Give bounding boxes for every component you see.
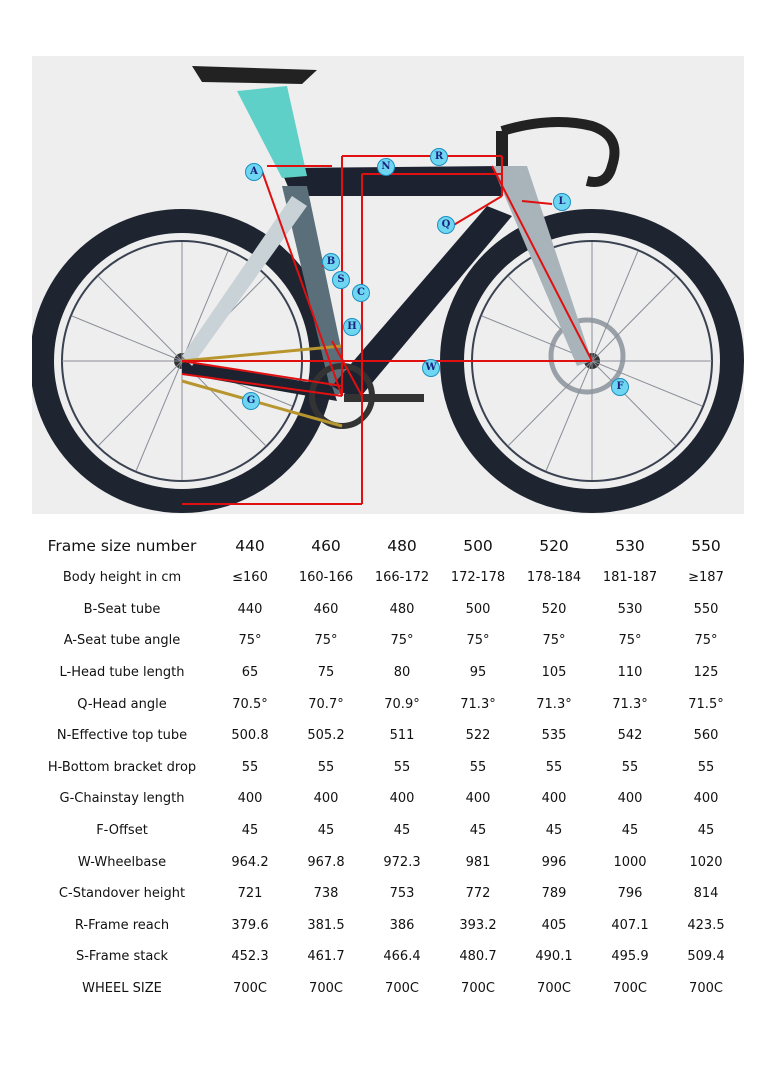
table-cell: 45 — [621, 823, 639, 839]
table-cell: 160-166 — [298, 570, 354, 586]
table-cell: 964.2 — [231, 854, 269, 870]
table-cell: 400 — [389, 791, 415, 807]
table-cell: 530 — [617, 601, 643, 617]
table-cell: 996 — [541, 854, 567, 870]
table-cell: 110 — [617, 665, 643, 681]
table-cell: 700C — [233, 981, 267, 997]
table-cell: 55 — [241, 759, 259, 775]
table-cell: 45 — [697, 823, 715, 839]
table-cell: 400 — [465, 791, 491, 807]
table-cell: 71.3° — [536, 696, 572, 712]
bike-geometry-image — [32, 56, 744, 514]
table-cell: ≤160 — [232, 570, 268, 586]
table-cell: 789 — [541, 886, 567, 902]
row-label: L-Head tube length — [59, 665, 185, 681]
table-row — [32, 720, 744, 752]
size-header: 440 — [235, 537, 265, 555]
table-cell: 55 — [545, 759, 563, 775]
table-row — [32, 783, 744, 815]
header-label: Frame size number — [47, 537, 197, 555]
label-s-icon: S — [332, 271, 350, 289]
table-cell: 400 — [541, 791, 567, 807]
label-f-icon: F — [611, 378, 629, 396]
table-cell: 393.2 — [459, 917, 497, 933]
table-cell: 440 — [237, 601, 263, 617]
row-label: Body height in cm — [62, 570, 182, 586]
table-cell: 700C — [385, 981, 419, 997]
table-cell: 796 — [617, 886, 643, 902]
table-cell: 981 — [465, 854, 491, 870]
table-cell: 466.4 — [383, 949, 421, 965]
table-cell: 505.2 — [307, 728, 345, 744]
table-cell: 700C — [613, 981, 647, 997]
table-cell: 721 — [237, 886, 263, 902]
table-cell: 522 — [465, 728, 491, 744]
table-cell: 386 — [389, 917, 415, 933]
table-cell: 75 — [317, 665, 335, 681]
table-cell: 500 — [465, 601, 491, 617]
table-cell: 75° — [390, 633, 414, 649]
table-cell: 381.5 — [307, 917, 345, 933]
table-cell: 75° — [238, 633, 262, 649]
table-cell: 181-187 — [602, 570, 658, 586]
table-cell: 452.3 — [231, 949, 269, 965]
table-cell: 461.7 — [307, 949, 345, 965]
table-cell: 125 — [693, 665, 719, 681]
table-cell: 772 — [465, 886, 491, 902]
size-header: 480 — [387, 537, 417, 555]
row-label: B-Seat tube — [83, 601, 161, 617]
size-header: 500 — [463, 537, 493, 555]
label-n-icon: N — [377, 158, 395, 176]
table-cell: 405 — [541, 917, 567, 933]
table-cell: 95 — [469, 665, 487, 681]
table-row — [32, 973, 744, 1005]
table-row — [32, 846, 744, 878]
size-header: 530 — [615, 537, 645, 555]
table-cell: 972.3 — [383, 854, 421, 870]
row-label: W-Wheelbase — [77, 854, 167, 870]
table-cell: 480 — [389, 601, 415, 617]
row-label: WHEEL SIZE — [82, 981, 162, 997]
size-header: 460 — [311, 537, 341, 555]
table-row — [32, 815, 744, 847]
table-cell: 400 — [313, 791, 339, 807]
table-cell: 70.7° — [308, 696, 344, 712]
table-cell: 560 — [693, 728, 719, 744]
label-c-icon: C — [352, 284, 370, 302]
label-a-icon: A — [245, 163, 263, 181]
table-cell: 400 — [237, 791, 263, 807]
table-row — [32, 625, 744, 657]
table-cell: 166-172 — [374, 570, 430, 586]
table-row — [32, 562, 744, 594]
table-cell: 55 — [621, 759, 639, 775]
size-header: 520 — [539, 537, 569, 555]
label-h-icon: H — [343, 318, 361, 336]
row-label: F-Offset — [96, 823, 148, 839]
table-cell: 75° — [618, 633, 642, 649]
table-cell: 178-184 — [526, 570, 582, 586]
row-label: N-Effective top tube — [56, 728, 188, 744]
table-cell: 1020 — [689, 854, 723, 870]
table-cell: 55 — [317, 759, 335, 775]
table-cell: 542 — [617, 728, 643, 744]
row-label: R-Frame reach — [74, 917, 170, 933]
table-cell: 550 — [693, 601, 719, 617]
table-cell: 423.5 — [687, 917, 725, 933]
label-b-icon: B — [322, 253, 340, 271]
table-cell: 75° — [542, 633, 566, 649]
table-cell: 480.7 — [459, 949, 497, 965]
table-cell: 490.1 — [535, 949, 573, 965]
table-cell: 71.5° — [688, 696, 724, 712]
table-row — [32, 910, 744, 942]
table-cell: 738 — [313, 886, 339, 902]
table-cell: 400 — [693, 791, 719, 807]
table-cell: 1000 — [613, 854, 647, 870]
table-cell: 400 — [617, 791, 643, 807]
table-cell: 55 — [469, 759, 487, 775]
table-cell: 511 — [389, 728, 415, 744]
geometry-table — [32, 530, 744, 1004]
table-cell: 700C — [309, 981, 343, 997]
table-cell: 509.4 — [687, 949, 725, 965]
table-cell: 700C — [689, 981, 723, 997]
table-cell: 495.9 — [611, 949, 649, 965]
table-cell: 535 — [541, 728, 567, 744]
table-row — [32, 878, 744, 910]
row-label: G-Chainstay length — [59, 791, 185, 807]
table-cell: 753 — [389, 886, 415, 902]
label-q-icon: Q — [437, 216, 455, 234]
table-cell: 172-178 — [450, 570, 506, 586]
size-header: 550 — [691, 537, 721, 555]
table-header-row — [32, 530, 744, 562]
table-cell: 75° — [694, 633, 718, 649]
table-cell: 45 — [545, 823, 563, 839]
table-cell: 55 — [393, 759, 411, 775]
label-w-icon: W — [422, 359, 440, 377]
table-cell: 65 — [241, 665, 259, 681]
table-cell: 80 — [393, 665, 411, 681]
row-label: C-Standover height — [58, 886, 186, 902]
row-label: H-Bottom bracket drop — [47, 759, 197, 775]
table-row — [32, 657, 744, 689]
table-cell: 45 — [393, 823, 411, 839]
table-cell: 105 — [541, 665, 567, 681]
row-label: A-Seat tube angle — [63, 633, 181, 649]
table-cell: 700C — [537, 981, 571, 997]
table-cell: ≥187 — [688, 570, 724, 586]
table-row — [32, 941, 744, 973]
label-r-icon: R — [430, 148, 448, 166]
table-cell: 45 — [469, 823, 487, 839]
table-cell: 70.9° — [384, 696, 420, 712]
table-cell: 75° — [466, 633, 490, 649]
table-cell: 45 — [317, 823, 335, 839]
table-cell: 500.8 — [231, 728, 269, 744]
table-cell: 45 — [241, 823, 259, 839]
table-cell: 70.5° — [232, 696, 268, 712]
table-cell: 71.3° — [460, 696, 496, 712]
table-cell: 460 — [313, 601, 339, 617]
row-label: Q-Head angle — [77, 696, 167, 712]
bike-illustration — [32, 56, 744, 514]
row-label: S-Frame stack — [75, 949, 169, 965]
table-row — [32, 688, 744, 720]
table-cell: 814 — [693, 886, 719, 902]
table-row — [32, 594, 744, 626]
label-g-icon: G — [242, 392, 260, 410]
table-cell: 520 — [541, 601, 567, 617]
table-cell: 55 — [697, 759, 715, 775]
table-cell: 71.3° — [612, 696, 648, 712]
table-cell: 700C — [461, 981, 495, 997]
label-l-icon: L — [553, 193, 571, 211]
table-cell: 75° — [314, 633, 338, 649]
table-row — [32, 752, 744, 784]
table-cell: 379.6 — [231, 917, 269, 933]
table-cell: 407.1 — [611, 917, 649, 933]
table-cell: 967.8 — [307, 854, 345, 870]
